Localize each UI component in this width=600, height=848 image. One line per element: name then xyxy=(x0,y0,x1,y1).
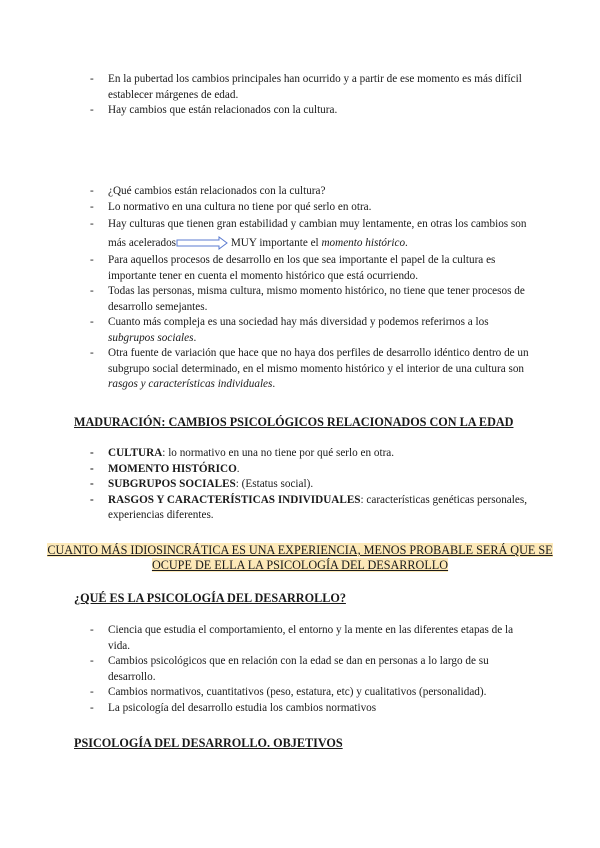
list-item: - ¿Qué cambios están relacionados con la cultura? xyxy=(90,184,535,200)
italic-term: momento histórico xyxy=(321,237,406,249)
list-item: - Ciencia que estudia el comportamiento, el entorno y la mente en las diferentes etapas de la vida. xyxy=(90,623,535,654)
list-item: - Otra fuente de variación que hace que no haya dos perfiles de desarrollo idéntico dentro de un subgrupo social determinado, en el mismo momento histórico y el interior de una cultura son rasgos y características individuales. xyxy=(90,346,535,393)
list-pubertad xyxy=(90,72,535,119)
list-item: - Todas las personas, misma cultura, mismo momento histórico, no tiene que tener procesos de desarrollo semejantes. xyxy=(90,284,535,315)
highlighted-statement: CUANTO MÁS IDIOSINCRÁTICA ES UNA EXPERIENCIA, MENOS PROBABLE SERÁ QUE SE OCUPE DE ELLA LA PSICOLOGÍA DEL DESARROLLO xyxy=(47,543,553,572)
section-heading-maduracion: MADURACIÓN: CAMBIOS PSICOLÓGICOS RELACIONADOS CON LA EDAD xyxy=(74,415,514,429)
section-heading-que-es: ¿QUÉ ES LA PSICOLOGÍA DEL DESARROLLO? xyxy=(74,591,346,605)
right-arrow-icon xyxy=(176,236,228,250)
list-item: - Cambios normativos, cuantitativos (peso, estatura, etc) y cualitativos (personalidad). xyxy=(90,685,535,701)
list-item: - La psicología del desarrollo estudia los cambios normativos xyxy=(90,701,535,717)
list-item: - Cuanto más compleja es una sociedad hay más diversidad y podemos referirnos a los subgrupos sociales. xyxy=(90,315,535,346)
list-item: - En la pubertad los cambios principales han ocurrido y a partir de ese momento es más difícil establecer márgenes de edad. xyxy=(90,72,535,103)
list-item-text: Hay culturas que tienen gran estabilidad y cambian muy lentamente, en otras los cambios son más acelerados xyxy=(108,218,527,249)
italic-term: rasgos y características individuales xyxy=(108,378,273,390)
list-definicion xyxy=(90,623,535,716)
list-item: - Hay cambios que están relacionados con la cultura. xyxy=(90,103,535,119)
list-item: - MOMENTO HISTÓRICO. xyxy=(90,462,535,478)
list-item: - RASGOS Y CARACTERÍSTICAS INDIVIDUALES: características genéticas personales, experiencias diferentes. xyxy=(90,493,535,524)
list-item: - Para aquellos procesos de desarrollo en los que sea importante el papel de la cultura es importante tener en cuenta el momento histórico que está ocurriendo. xyxy=(90,253,535,284)
list-item: - Lo normativo en una cultura no tiene por qué serlo en otra. xyxy=(90,200,535,216)
section-heading-objetivos: PSICOLOGÍA DEL DESARROLLO. OBJETIVOS xyxy=(74,736,343,750)
list-item: - Hay culturas que tienen gran estabilidad y cambian muy lentamente, en otras los cambios son más acelerados MUY importante el momento histórico. xyxy=(90,215,535,253)
list-factores xyxy=(90,446,535,524)
italic-term: subgrupos sociales xyxy=(108,331,194,344)
list-item: - Cambios psicológicos que en relación con la edad se dan en personas a lo largo de su desarrollo. xyxy=(90,654,535,685)
list-item: - CULTURA: lo normativo en una no tiene por qué serlo en otra. xyxy=(90,446,535,462)
list-item: - SUBGRUPOS SOCIALES: (Estatus social). xyxy=(90,477,535,493)
list-cultura xyxy=(90,184,535,393)
list-item-text: MUY importante el xyxy=(228,237,322,249)
